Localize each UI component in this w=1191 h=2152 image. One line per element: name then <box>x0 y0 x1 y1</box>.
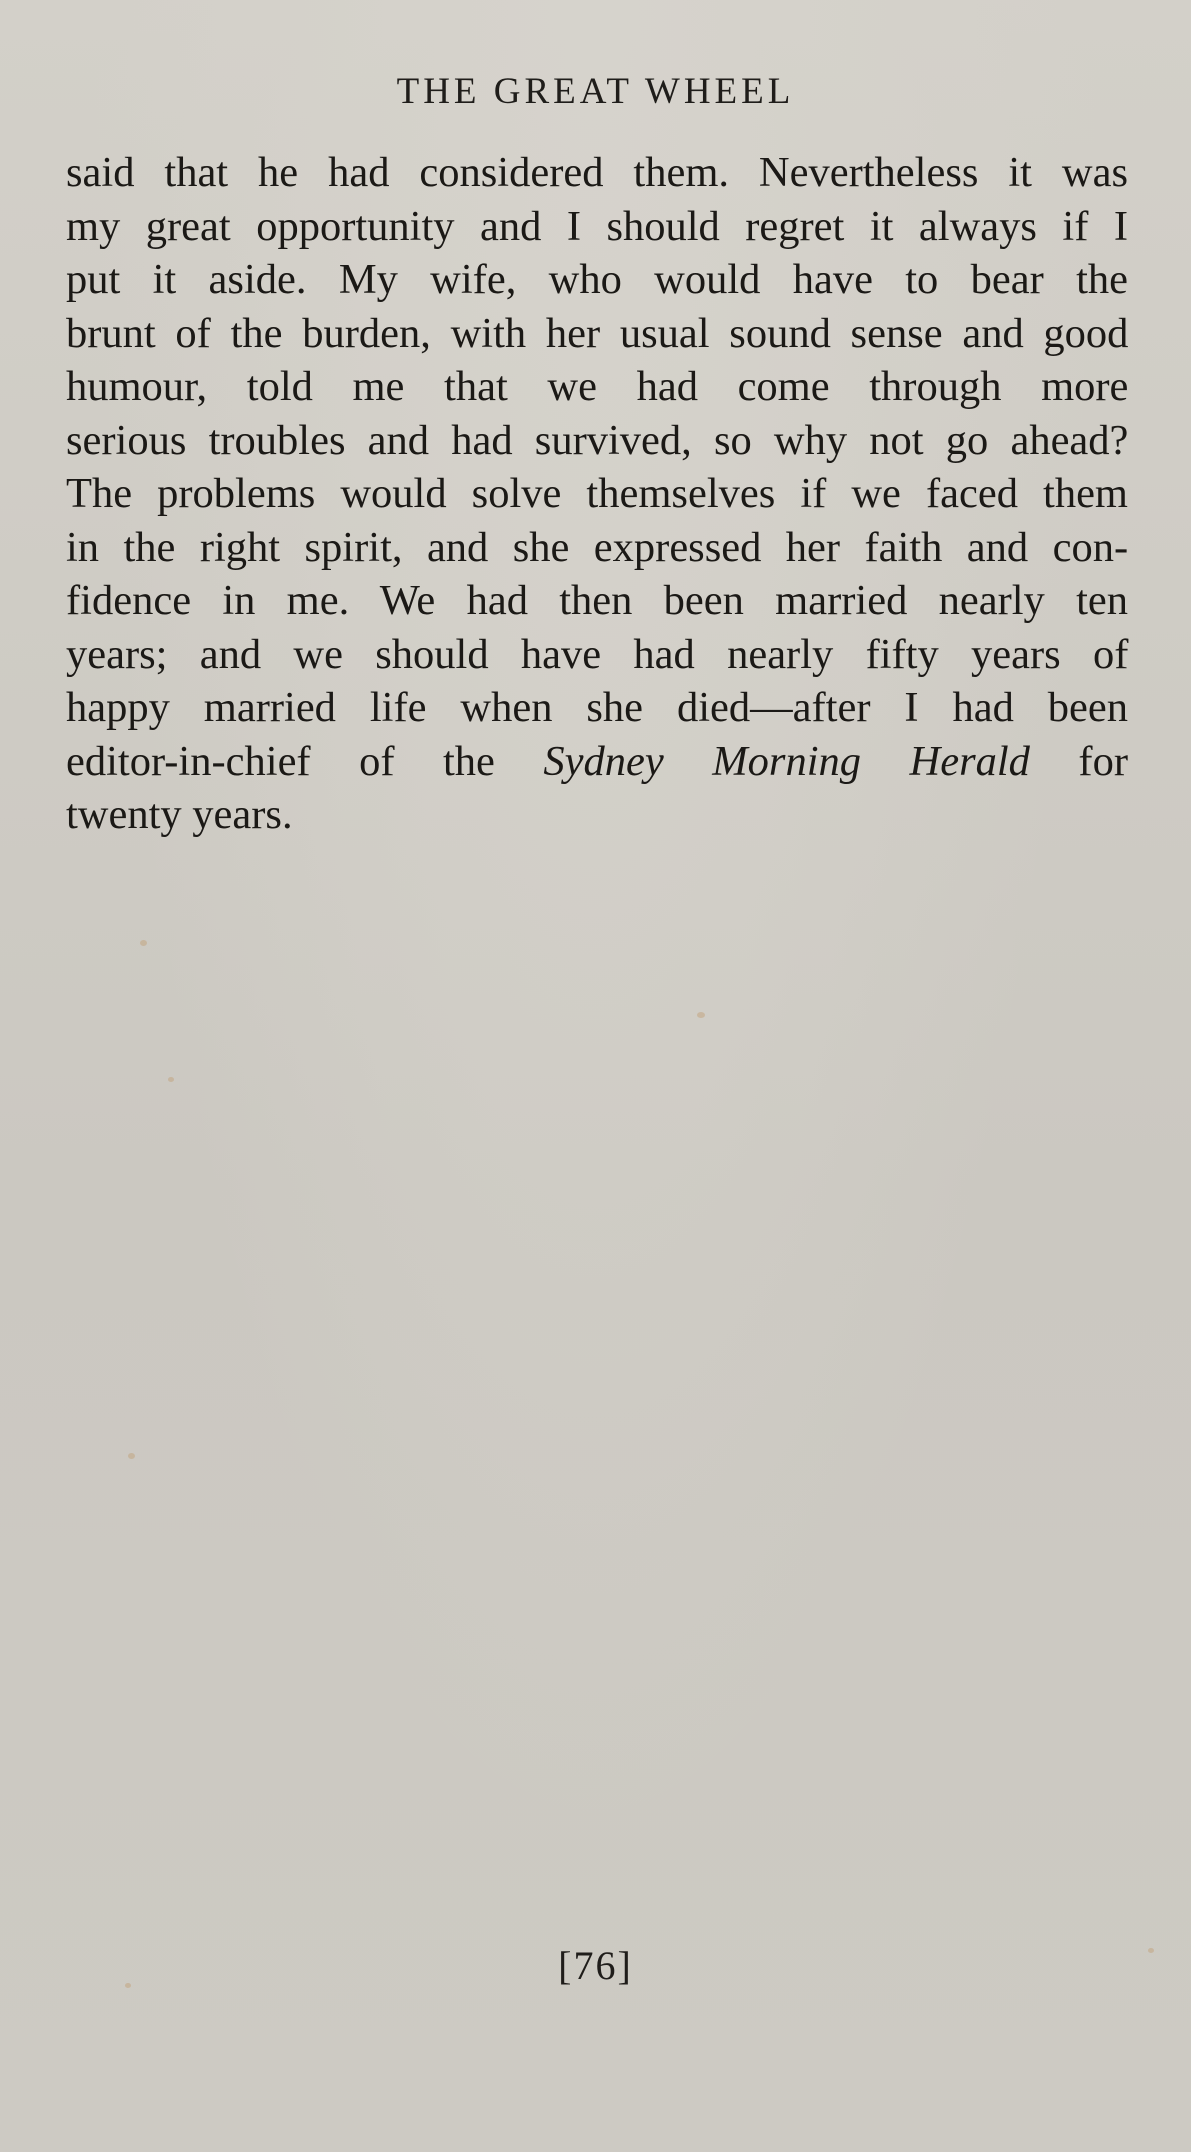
text-run: for <box>1029 737 1128 785</box>
text-line: said that he had considered them. Nevertheless it was <box>66 149 1128 196</box>
text-line: humour, told me that we had come through more <box>66 363 1129 410</box>
body-paragraph <box>66 146 1128 842</box>
running-head: THE GREAT WHEEL <box>396 71 795 112</box>
text-line: my great opportunity and I should regret it always if I <box>66 202 1128 250</box>
paper-speck <box>168 1077 174 1082</box>
paper-speck <box>140 940 147 946</box>
paper-speck <box>697 1012 705 1018</box>
paper-speck <box>125 1983 131 1988</box>
text-line: twenty years. <box>66 791 293 838</box>
text-line: The problems would solve themselves if we faced them <box>66 470 1128 517</box>
text-line: put it aside. My wife, who would have to bear the <box>66 256 1128 303</box>
text-line: years; and we should have had nearly fifty years of <box>66 630 1129 678</box>
page-number: [76] <box>558 1943 633 1988</box>
paper-speck <box>128 1453 135 1459</box>
text-line: fidence in me. We had then been married nearly ten <box>66 577 1128 624</box>
text-line: happy married life when she died—after I had been <box>66 684 1128 731</box>
text-line <box>66 735 1128 789</box>
text-line: serious troubles and had survived, so why not go ahead? <box>66 416 1129 464</box>
newspaper-title: Sydney Morning Herald <box>543 737 1030 785</box>
text-line: in the right spirit, and she expressed her faith and con- <box>66 523 1129 571</box>
text-line: brunt of the burden, with her usual sound sense and good <box>66 309 1129 357</box>
paper-speck <box>1148 1948 1154 1953</box>
text-run: editor-in-chief of the <box>66 737 544 785</box>
